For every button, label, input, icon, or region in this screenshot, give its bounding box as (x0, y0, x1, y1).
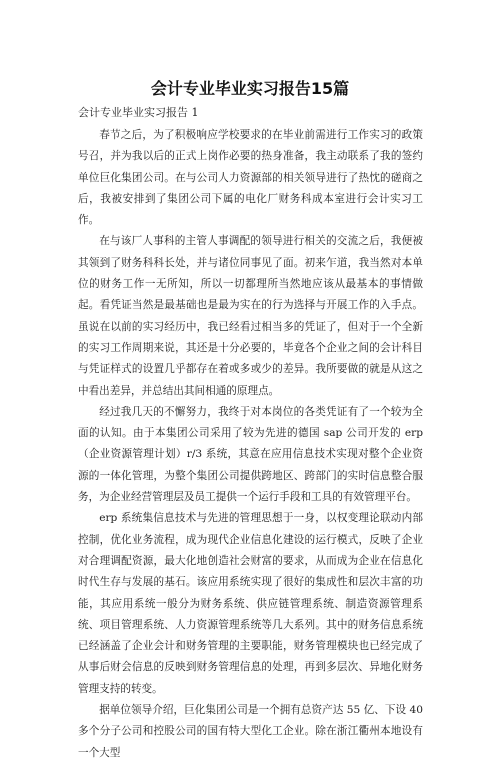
paragraph-2: 在与该厂人事科的主管人事调配的领导进行相关的交流之后，我便被其领到了财务科科长处，并与诸位同事见了面。初来乍道，我当然对本单位的财务工作一无所知，所以一切都理所当然地应该从最基本的事情做起。看凭证当然是最基础也是最为实在的行为选择与开展工作的入手点。虽说在以前的实习经历中，我已经看过相当多的凭证了，但对于一个全新的实习工作周期来说，其还是十分必要的，毕竟各个企业之间的会计科目与凭证样式的设置几乎都存在着或多或少的差异。我所要做的就是从这之中看出差异，并总结出其间相通的原理点。 (78, 235, 423, 397)
document-body (78, 125, 423, 764)
paragraph-4: erp 系统集信息技术与先进的管理思想于一身，以权变理论联动内部控制，优化业务流程，成为现代企业信息化建设的运行模式，反映了企业对合理调配资源，最大化地创造社会财富的要求，从而成为企业在信息化时代生存与发展的基石。该应用系统实现了很好的集成性和层次丰富的功能，其应用系统一般分为财务系统、供应链管理系统、制造资源管理系统、项目管理系统、人力资源管理系统等几大系列。其中的财务信息系统已经涵盖了企业会计和财务管理的主要职能，财务管理模块也已经完成了从事后财会信息的反映到财务管理信息的处理，再到多层次、异地化财务管理支持的转变。 (78, 512, 423, 695)
paragraph-1: 春节之后，为了积极响应学校要求的在毕业前需进行工作实习的政策号召，并为我以后的正式上岗作必要的热身准备，我主动联系了我的签约单位巨化集团公司。在与公司人力资源部的相关领导进行了热忱的磋商之后，我被安排到了集团公司下属的电化厂财务科成本室进行会计实习工作。 (78, 129, 423, 227)
section-heading: 会计专业毕业实习报告 1 (78, 106, 199, 119)
document-title: 会计专业毕业实习报告15篇 (150, 79, 350, 98)
paragraph-3: 经过我几天的不懈努力，我终于对本岗位的各类凭证有了一个较为全面的认知。由于本集团公司采用了较为先进的德国 sap 公司开发的 erp（企业资源管理计划）r/3 系统，其意在应用信息技术实现对整个企业资源的一体化管理，为整个集团公司提供跨地区、跨部门的实时信息整合服务，为企业经营管理层及员工提供一个运行手段和工具的有效管理平台。 (78, 405, 423, 504)
paragraph-5: 据单位领导介绍，巨化集团公司是一个拥有总资产达 55 亿、下设 40 多个分子公司和控股公司的国有特大型化工企业。除在浙江衢州本地设有一个大型 (78, 704, 423, 759)
